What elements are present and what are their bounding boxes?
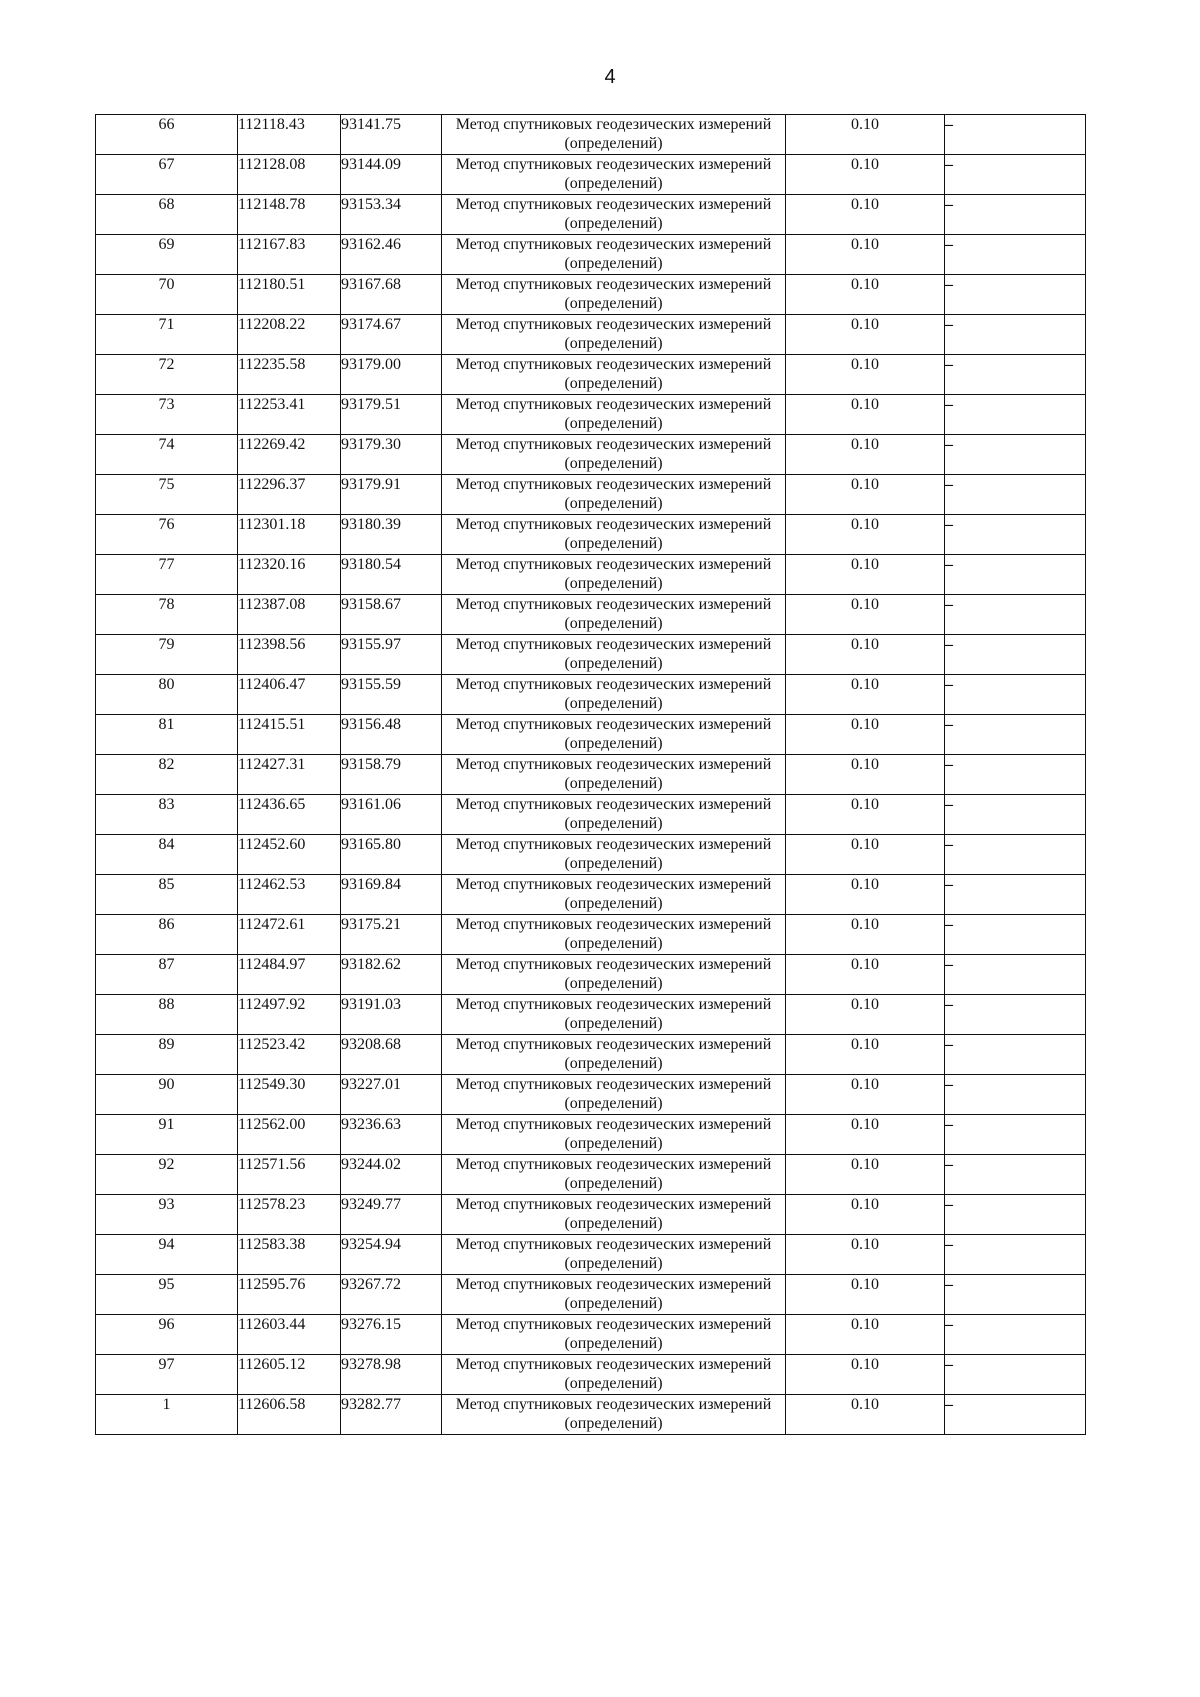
- point-number-cell: 96: [96, 1315, 238, 1355]
- accuracy-cell: 0.10: [786, 995, 945, 1035]
- note-cell: –: [945, 1275, 1086, 1315]
- x-coordinate-cell: 112605.12: [238, 1355, 341, 1395]
- x-coordinate-cell: 112269.42: [238, 435, 341, 475]
- method-cell: Метод спутниковых геодезических измерений (определений): [442, 675, 786, 715]
- point-number-cell: 75: [96, 475, 238, 515]
- x-coordinate-cell: 112415.51: [238, 715, 341, 755]
- table-row: [96, 675, 1086, 715]
- point-number-cell: 84: [96, 835, 238, 875]
- y-coordinate-cell: 93161.06: [341, 795, 442, 835]
- accuracy-cell: 0.10: [786, 1035, 945, 1075]
- point-number-cell: 78: [96, 595, 238, 635]
- point-number-cell: 69: [96, 235, 238, 275]
- point-number-cell: 85: [96, 875, 238, 915]
- y-coordinate-cell: 93174.67: [341, 315, 442, 355]
- point-number-cell: 71: [96, 315, 238, 355]
- method-cell: Метод спутниковых геодезических измерений (определений): [442, 115, 786, 155]
- point-number-cell: 86: [96, 915, 238, 955]
- y-coordinate-cell: 93167.68: [341, 275, 442, 315]
- table-row: [96, 715, 1086, 755]
- method-cell: Метод спутниковых геодезических измерений (определений): [442, 595, 786, 635]
- x-coordinate-cell: 112603.44: [238, 1315, 341, 1355]
- y-coordinate-cell: 93144.09: [341, 155, 442, 195]
- method-cell: Метод спутниковых геодезических измерений (определений): [442, 275, 786, 315]
- note-cell: –: [945, 715, 1086, 755]
- point-number-cell: 95: [96, 1275, 238, 1315]
- method-cell: Метод спутниковых геодезических измерений (определений): [442, 715, 786, 755]
- point-number-cell: 76: [96, 515, 238, 555]
- point-number-cell: 90: [96, 1075, 238, 1115]
- table-row: [96, 1115, 1086, 1155]
- accuracy-cell: 0.10: [786, 715, 945, 755]
- y-coordinate-cell: 93180.54: [341, 555, 442, 595]
- table-row: [96, 595, 1086, 635]
- table-row: [96, 915, 1086, 955]
- x-coordinate-cell: 112387.08: [238, 595, 341, 635]
- table-row: [96, 1355, 1086, 1395]
- point-number-cell: 73: [96, 395, 238, 435]
- method-cell: Метод спутниковых геодезических измерений (определений): [442, 955, 786, 995]
- note-cell: –: [945, 835, 1086, 875]
- table-body: [96, 115, 1086, 1435]
- x-coordinate-cell: 112118.43: [238, 115, 341, 155]
- y-coordinate-cell: 93158.79: [341, 755, 442, 795]
- x-coordinate-cell: 112452.60: [238, 835, 341, 875]
- method-cell: Метод спутниковых геодезических измерений (определений): [442, 755, 786, 795]
- note-cell: –: [945, 195, 1086, 235]
- page-number: 4: [604, 66, 616, 88]
- table-row: [96, 1195, 1086, 1235]
- accuracy-cell: 0.10: [786, 1195, 945, 1235]
- table-row: [96, 635, 1086, 675]
- method-cell: Метод спутниковых геодезических измерений (определений): [442, 515, 786, 555]
- y-coordinate-cell: 93227.01: [341, 1075, 442, 1115]
- note-cell: –: [945, 515, 1086, 555]
- note-cell: –: [945, 1395, 1086, 1435]
- table-row: [96, 1075, 1086, 1115]
- method-cell: Метод спутниковых геодезических измерений (определений): [442, 555, 786, 595]
- y-coordinate-cell: 93254.94: [341, 1235, 442, 1275]
- table-row: [96, 475, 1086, 515]
- point-number-cell: 87: [96, 955, 238, 995]
- accuracy-cell: 0.10: [786, 1155, 945, 1195]
- method-cell: Метод спутниковых геодезических измерений (определений): [442, 915, 786, 955]
- x-coordinate-cell: 112462.53: [238, 875, 341, 915]
- method-cell: Метод спутниковых геодезических измерений (определений): [442, 1035, 786, 1075]
- y-coordinate-cell: 93179.00: [341, 355, 442, 395]
- table-row: [96, 315, 1086, 355]
- x-coordinate-cell: 112406.47: [238, 675, 341, 715]
- x-coordinate-cell: 112436.65: [238, 795, 341, 835]
- method-cell: Метод спутниковых геодезических измерений (определений): [442, 1395, 786, 1435]
- accuracy-cell: 0.10: [786, 755, 945, 795]
- point-number-cell: 94: [96, 1235, 238, 1275]
- method-cell: Метод спутниковых геодезических измерений (определений): [442, 1275, 786, 1315]
- x-coordinate-cell: 112296.37: [238, 475, 341, 515]
- y-coordinate-cell: 93244.02: [341, 1155, 442, 1195]
- point-number-cell: 67: [96, 155, 238, 195]
- note-cell: –: [945, 1195, 1086, 1235]
- accuracy-cell: 0.10: [786, 115, 945, 155]
- accuracy-cell: 0.10: [786, 835, 945, 875]
- table-row: [96, 1155, 1086, 1195]
- note-cell: –: [945, 875, 1086, 915]
- accuracy-cell: 0.10: [786, 315, 945, 355]
- y-coordinate-cell: 93169.84: [341, 875, 442, 915]
- table-row: [96, 1235, 1086, 1275]
- y-coordinate-cell: 93156.48: [341, 715, 442, 755]
- y-coordinate-cell: 93141.75: [341, 115, 442, 155]
- y-coordinate-cell: 93249.77: [341, 1195, 442, 1235]
- x-coordinate-cell: 112523.42: [238, 1035, 341, 1075]
- x-coordinate-cell: 112484.97: [238, 955, 341, 995]
- note-cell: –: [945, 795, 1086, 835]
- x-coordinate-cell: 112562.00: [238, 1115, 341, 1155]
- point-number-cell: 77: [96, 555, 238, 595]
- point-number-cell: 79: [96, 635, 238, 675]
- x-coordinate-cell: 112549.30: [238, 1075, 341, 1115]
- note-cell: –: [945, 115, 1086, 155]
- note-cell: –: [945, 235, 1086, 275]
- method-cell: Метод спутниковых геодезических измерений (определений): [442, 315, 786, 355]
- table-row: [96, 795, 1086, 835]
- method-cell: Метод спутниковых геодезических измерений (определений): [442, 635, 786, 675]
- method-cell: Метод спутниковых геодезических измерений (определений): [442, 795, 786, 835]
- point-number-cell: 68: [96, 195, 238, 235]
- table-row: [96, 275, 1086, 315]
- accuracy-cell: 0.10: [786, 1235, 945, 1275]
- y-coordinate-cell: 93179.91: [341, 475, 442, 515]
- method-cell: Метод спутниковых геодезических измерений (определений): [442, 1315, 786, 1355]
- method-cell: Метод спутниковых геодезических измерений (определений): [442, 1195, 786, 1235]
- x-coordinate-cell: 112253.41: [238, 395, 341, 435]
- table-row: [96, 515, 1086, 555]
- y-coordinate-cell: 93155.59: [341, 675, 442, 715]
- accuracy-cell: 0.10: [786, 595, 945, 635]
- point-number-cell: 97: [96, 1355, 238, 1395]
- x-coordinate-cell: 112167.83: [238, 235, 341, 275]
- y-coordinate-cell: 93179.51: [341, 395, 442, 435]
- point-number-cell: 82: [96, 755, 238, 795]
- table-row: [96, 1395, 1086, 1435]
- note-cell: –: [945, 1115, 1086, 1155]
- accuracy-cell: 0.10: [786, 1275, 945, 1315]
- y-coordinate-cell: 93165.80: [341, 835, 442, 875]
- note-cell: –: [945, 1355, 1086, 1395]
- point-number-cell: 91: [96, 1115, 238, 1155]
- accuracy-cell: 0.10: [786, 955, 945, 995]
- x-coordinate-cell: 112208.22: [238, 315, 341, 355]
- table-row: [96, 835, 1086, 875]
- accuracy-cell: 0.10: [786, 1075, 945, 1115]
- method-cell: Метод спутниковых геодезических измерений (определений): [442, 155, 786, 195]
- x-coordinate-cell: 112148.78: [238, 195, 341, 235]
- y-coordinate-cell: 93162.46: [341, 235, 442, 275]
- table-row: [96, 195, 1086, 235]
- note-cell: –: [945, 1235, 1086, 1275]
- accuracy-cell: 0.10: [786, 555, 945, 595]
- point-number-cell: 70: [96, 275, 238, 315]
- method-cell: Метод спутниковых геодезических измерений (определений): [442, 875, 786, 915]
- x-coordinate-cell: 112235.58: [238, 355, 341, 395]
- y-coordinate-cell: 93282.77: [341, 1395, 442, 1435]
- point-number-cell: 83: [96, 795, 238, 835]
- y-coordinate-cell: 93175.21: [341, 915, 442, 955]
- accuracy-cell: 0.10: [786, 1355, 945, 1395]
- point-number-cell: 80: [96, 675, 238, 715]
- note-cell: –: [945, 955, 1086, 995]
- note-cell: –: [945, 915, 1086, 955]
- table-row: [96, 395, 1086, 435]
- accuracy-cell: 0.10: [786, 515, 945, 555]
- y-coordinate-cell: 93267.72: [341, 1275, 442, 1315]
- x-coordinate-cell: 112427.31: [238, 755, 341, 795]
- y-coordinate-cell: 93153.34: [341, 195, 442, 235]
- note-cell: –: [945, 475, 1086, 515]
- x-coordinate-cell: 112128.08: [238, 155, 341, 195]
- method-cell: Метод спутниковых геодезических измерений (определений): [442, 995, 786, 1035]
- x-coordinate-cell: 112301.18: [238, 515, 341, 555]
- accuracy-cell: 0.10: [786, 915, 945, 955]
- point-number-cell: 88: [96, 995, 238, 1035]
- accuracy-cell: 0.10: [786, 1315, 945, 1355]
- table-row: [96, 435, 1086, 475]
- x-coordinate-cell: 112398.56: [238, 635, 341, 675]
- note-cell: –: [945, 395, 1086, 435]
- x-coordinate-cell: 112320.16: [238, 555, 341, 595]
- y-coordinate-cell: 93236.63: [341, 1115, 442, 1155]
- note-cell: –: [945, 595, 1086, 635]
- note-cell: –: [945, 435, 1086, 475]
- method-cell: Метод спутниковых геодезических измерений (определений): [442, 355, 786, 395]
- method-cell: Метод спутниковых геодезических измерений (определений): [442, 1115, 786, 1155]
- note-cell: –: [945, 1075, 1086, 1115]
- x-coordinate-cell: 112595.76: [238, 1275, 341, 1315]
- point-number-cell: 74: [96, 435, 238, 475]
- table-row: [96, 1315, 1086, 1355]
- note-cell: –: [945, 315, 1086, 355]
- method-cell: Метод спутниковых геодезических измерений (определений): [442, 1355, 786, 1395]
- table-row: [96, 995, 1086, 1035]
- table-row: [96, 875, 1086, 915]
- point-number-cell: 81: [96, 715, 238, 755]
- method-cell: Метод спутниковых геодезических измерений (определений): [442, 395, 786, 435]
- accuracy-cell: 0.10: [786, 435, 945, 475]
- accuracy-cell: 0.10: [786, 475, 945, 515]
- x-coordinate-cell: 112180.51: [238, 275, 341, 315]
- table-row: [96, 355, 1086, 395]
- note-cell: –: [945, 1035, 1086, 1075]
- table-row: [96, 235, 1086, 275]
- method-cell: Метод спутниковых геодезических измерений (определений): [442, 235, 786, 275]
- method-cell: Метод спутниковых геодезических измерений (определений): [442, 1075, 786, 1115]
- method-cell: Метод спутниковых геодезических измерений (определений): [442, 835, 786, 875]
- accuracy-cell: 0.10: [786, 1115, 945, 1155]
- accuracy-cell: 0.10: [786, 875, 945, 915]
- y-coordinate-cell: 93182.62: [341, 955, 442, 995]
- accuracy-cell: 0.10: [786, 395, 945, 435]
- accuracy-cell: 0.10: [786, 1395, 945, 1435]
- table-row: [96, 555, 1086, 595]
- table-row: [96, 955, 1086, 995]
- table-row: [96, 755, 1086, 795]
- accuracy-cell: 0.10: [786, 355, 945, 395]
- method-cell: Метод спутниковых геодезических измерений (определений): [442, 1235, 786, 1275]
- note-cell: –: [945, 755, 1086, 795]
- y-coordinate-cell: 93179.30: [341, 435, 442, 475]
- table-row: [96, 115, 1086, 155]
- accuracy-cell: 0.10: [786, 235, 945, 275]
- y-coordinate-cell: 93180.39: [341, 515, 442, 555]
- method-cell: Метод спутниковых геодезических измерений (определений): [442, 195, 786, 235]
- accuracy-cell: 0.10: [786, 275, 945, 315]
- x-coordinate-cell: 112606.58: [238, 1395, 341, 1435]
- note-cell: –: [945, 1315, 1086, 1355]
- y-coordinate-cell: 93155.97: [341, 635, 442, 675]
- x-coordinate-cell: 112472.61: [238, 915, 341, 955]
- accuracy-cell: 0.10: [786, 635, 945, 675]
- accuracy-cell: 0.10: [786, 195, 945, 235]
- x-coordinate-cell: 112578.23: [238, 1195, 341, 1235]
- y-coordinate-cell: 93158.67: [341, 595, 442, 635]
- point-number-cell: 66: [96, 115, 238, 155]
- x-coordinate-cell: 112497.92: [238, 995, 341, 1035]
- note-cell: –: [945, 155, 1086, 195]
- y-coordinate-cell: 93276.15: [341, 1315, 442, 1355]
- table-row: [96, 1275, 1086, 1315]
- point-number-cell: 89: [96, 1035, 238, 1075]
- note-cell: –: [945, 355, 1086, 395]
- note-cell: –: [945, 555, 1086, 595]
- y-coordinate-cell: 93191.03: [341, 995, 442, 1035]
- point-number-cell: 92: [96, 1155, 238, 1195]
- y-coordinate-cell: 93278.98: [341, 1355, 442, 1395]
- method-cell: Метод спутниковых геодезических измерений (определений): [442, 475, 786, 515]
- method-cell: Метод спутниковых геодезических измерений (определений): [442, 435, 786, 475]
- note-cell: –: [945, 675, 1086, 715]
- table-row: [96, 155, 1086, 195]
- x-coordinate-cell: 112571.56: [238, 1155, 341, 1195]
- accuracy-cell: 0.10: [786, 795, 945, 835]
- method-cell: Метод спутниковых геодезических измерений (определений): [442, 1155, 786, 1195]
- note-cell: –: [945, 635, 1086, 675]
- y-coordinate-cell: 93208.68: [341, 1035, 442, 1075]
- point-number-cell: 1: [96, 1395, 238, 1435]
- point-number-cell: 93: [96, 1195, 238, 1235]
- table-row: [96, 1035, 1086, 1075]
- note-cell: –: [945, 275, 1086, 315]
- note-cell: –: [945, 995, 1086, 1035]
- note-cell: –: [945, 1155, 1086, 1195]
- accuracy-cell: 0.10: [786, 675, 945, 715]
- point-number-cell: 72: [96, 355, 238, 395]
- coordinates-table: [95, 114, 1086, 1435]
- accuracy-cell: 0.10: [786, 155, 945, 195]
- x-coordinate-cell: 112583.38: [238, 1235, 341, 1275]
